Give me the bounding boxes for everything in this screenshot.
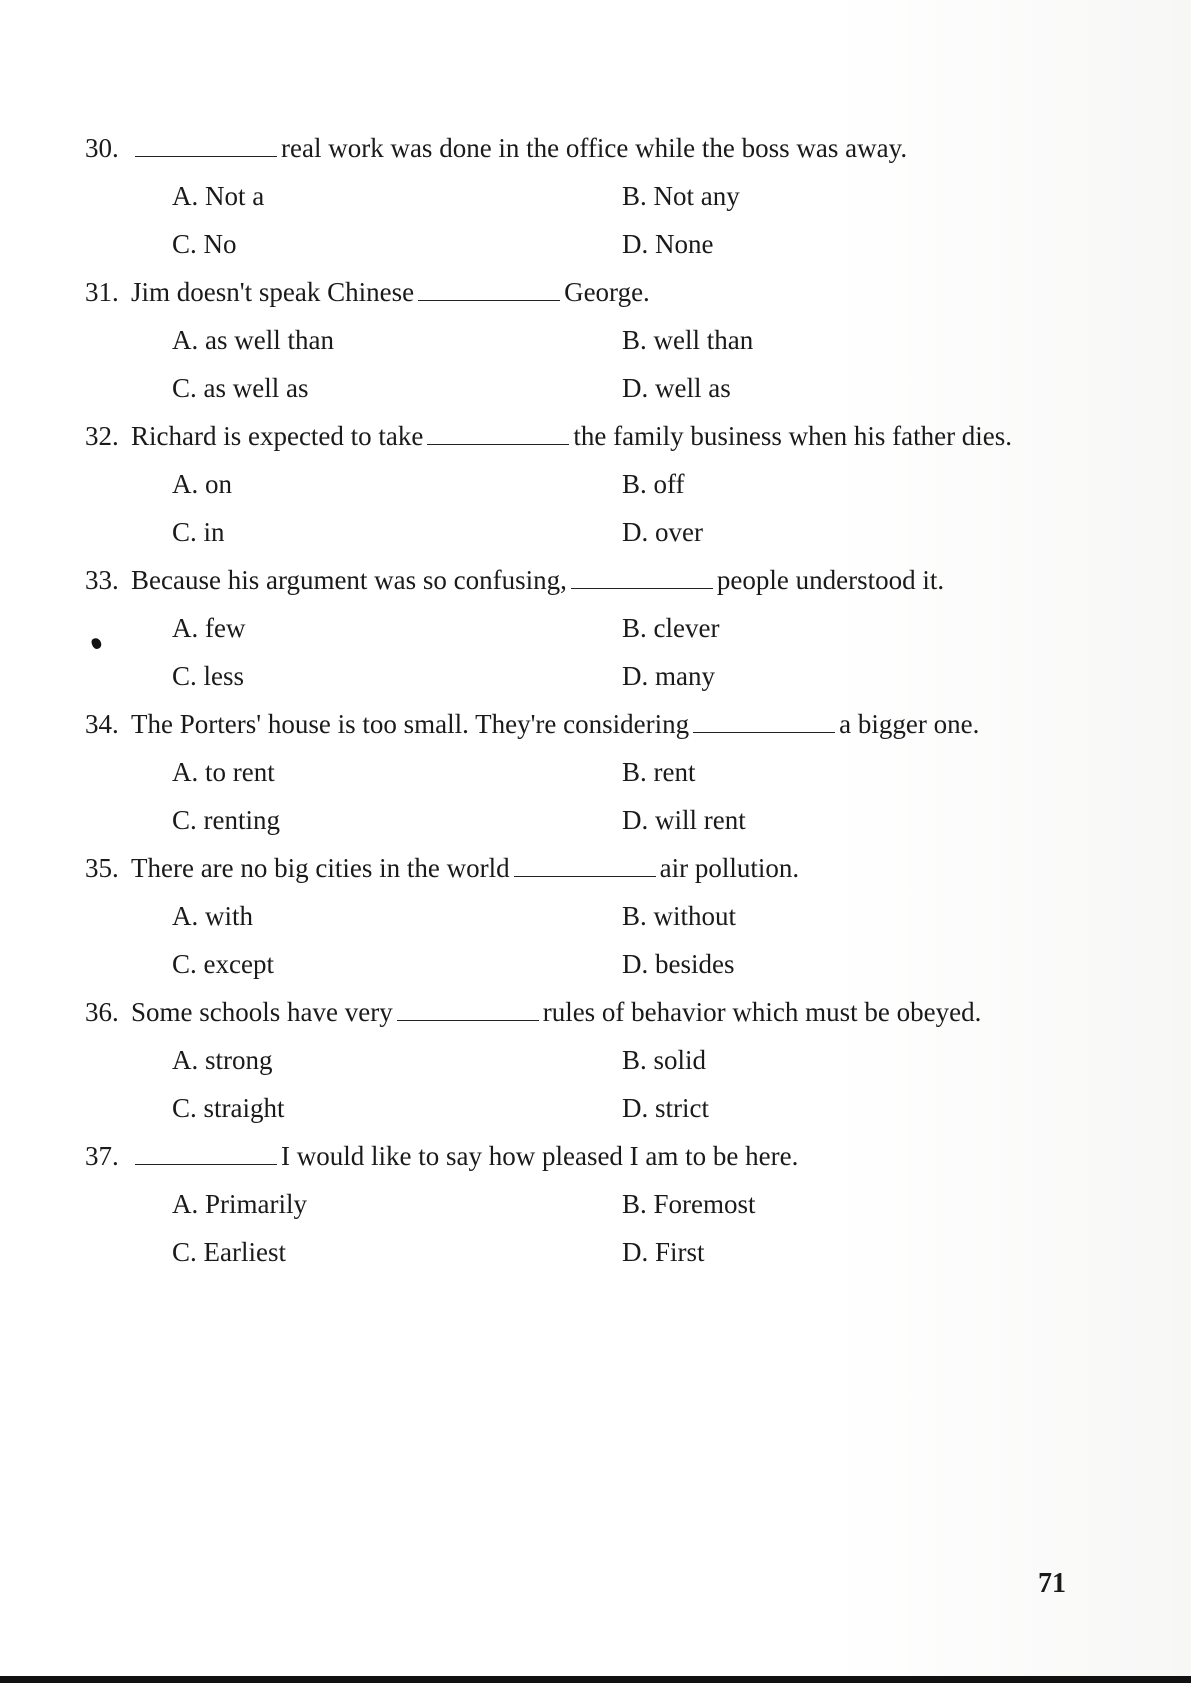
option-d: D. will rent (622, 805, 746, 835)
question-33 (85, 560, 1085, 704)
option-a: A. on (172, 469, 232, 499)
stem-text-before: Because his argument was so confusing, (131, 565, 567, 595)
question-stem (85, 704, 1085, 752)
answer-blank (693, 731, 835, 733)
option-a: A. Primarily (172, 1189, 307, 1219)
option-b: B. without (622, 901, 737, 931)
option-d: D. First (622, 1237, 705, 1267)
answer-blank (427, 443, 569, 445)
option-grid (85, 176, 1085, 272)
stem-text-before: The Porters' house is too small. They're considering (131, 709, 690, 739)
option-c: C. less (172, 661, 245, 691)
option-b: B. rent (622, 757, 696, 787)
option-b: B. clever (622, 613, 720, 643)
option-c: C. No (172, 229, 237, 259)
answer-blank (135, 155, 277, 157)
question-35 (85, 848, 1085, 992)
question-30 (85, 128, 1085, 272)
question-32 (85, 416, 1085, 560)
question-number: 37. (85, 1141, 119, 1171)
stem-text-after: rules of behavior which must be obeyed. (542, 997, 982, 1027)
question-stem (85, 560, 1085, 608)
option-d: D. None (622, 229, 714, 259)
stem-text-after: I would like to say how pleased I am to be here. (281, 1141, 799, 1171)
question-number: 30. (85, 133, 119, 163)
option-grid (85, 1040, 1085, 1136)
option-grid (85, 896, 1085, 992)
question-stem (85, 848, 1085, 896)
stem-text-after: people understood it. (716, 565, 945, 595)
stem-text-before: Some schools have very (131, 997, 393, 1027)
answer-blank (418, 299, 560, 301)
page-number: 71 (1038, 1568, 1066, 1599)
answer-blank (397, 1019, 539, 1021)
option-c: C. as well as (172, 373, 309, 403)
question-stem (85, 1136, 1085, 1184)
option-c: C. straight (172, 1093, 285, 1123)
question-stem (85, 272, 1085, 320)
question-36 (85, 992, 1085, 1136)
stem-text-after: a bigger one. (839, 709, 980, 739)
question-stem (85, 128, 1085, 176)
option-a: A. few (172, 613, 246, 643)
option-d: D. strict (622, 1093, 709, 1123)
answer-blank (514, 875, 656, 877)
option-d: D. well as (622, 373, 731, 403)
option-a: A. Not a (172, 181, 265, 211)
stem-text-after: real work was done in the office while the boss was away. (281, 133, 908, 163)
question-number: 34. (85, 709, 119, 739)
answer-blank (571, 587, 713, 589)
option-a: A. to rent (172, 757, 275, 787)
option-a: A. as well than (172, 325, 334, 355)
stem-text-before: There are no big cities in the world (131, 853, 510, 883)
option-grid (85, 320, 1085, 416)
option-b: B. well than (622, 325, 754, 355)
option-grid (85, 1184, 1085, 1280)
stem-text-before: Jim doesn't speak Chinese (131, 277, 415, 307)
question-34 (85, 704, 1085, 848)
option-grid (85, 608, 1085, 704)
stem-text-after: air pollution. (659, 853, 800, 883)
question-stem (85, 992, 1085, 1040)
option-d: D. many (622, 661, 715, 691)
option-a: A. with (172, 901, 253, 931)
option-grid (85, 752, 1085, 848)
question-number: 31. (85, 277, 119, 307)
question-37 (85, 1136, 1085, 1280)
question-number: 32. (85, 421, 119, 451)
question-number: 33. (85, 565, 119, 595)
answer-blank (135, 1163, 277, 1165)
option-b: B. Not any (622, 181, 740, 211)
question-number: 35. (85, 853, 119, 883)
option-b: B. off (622, 469, 685, 499)
question-stem (85, 416, 1085, 464)
stem-text-before: Richard is expected to take (131, 421, 424, 451)
option-c: C. in (172, 517, 225, 547)
option-d: D. over (622, 517, 703, 547)
stem-text-after: George. (564, 277, 650, 307)
question-list (85, 128, 1085, 1280)
option-c: C. except (172, 949, 274, 979)
option-a: A. strong (172, 1045, 273, 1075)
question-number: 36. (85, 997, 119, 1027)
option-grid (85, 464, 1085, 560)
question-31 (85, 272, 1085, 416)
option-b: B. Foremost (622, 1189, 756, 1219)
option-d: D. besides (622, 949, 735, 979)
stem-text-after: the family business when his father dies. (573, 421, 1013, 451)
option-b: B. solid (622, 1045, 707, 1075)
option-c: C. Earliest (172, 1237, 286, 1267)
scan-edge-bar (0, 1676, 1191, 1683)
option-c: C. renting (172, 805, 280, 835)
